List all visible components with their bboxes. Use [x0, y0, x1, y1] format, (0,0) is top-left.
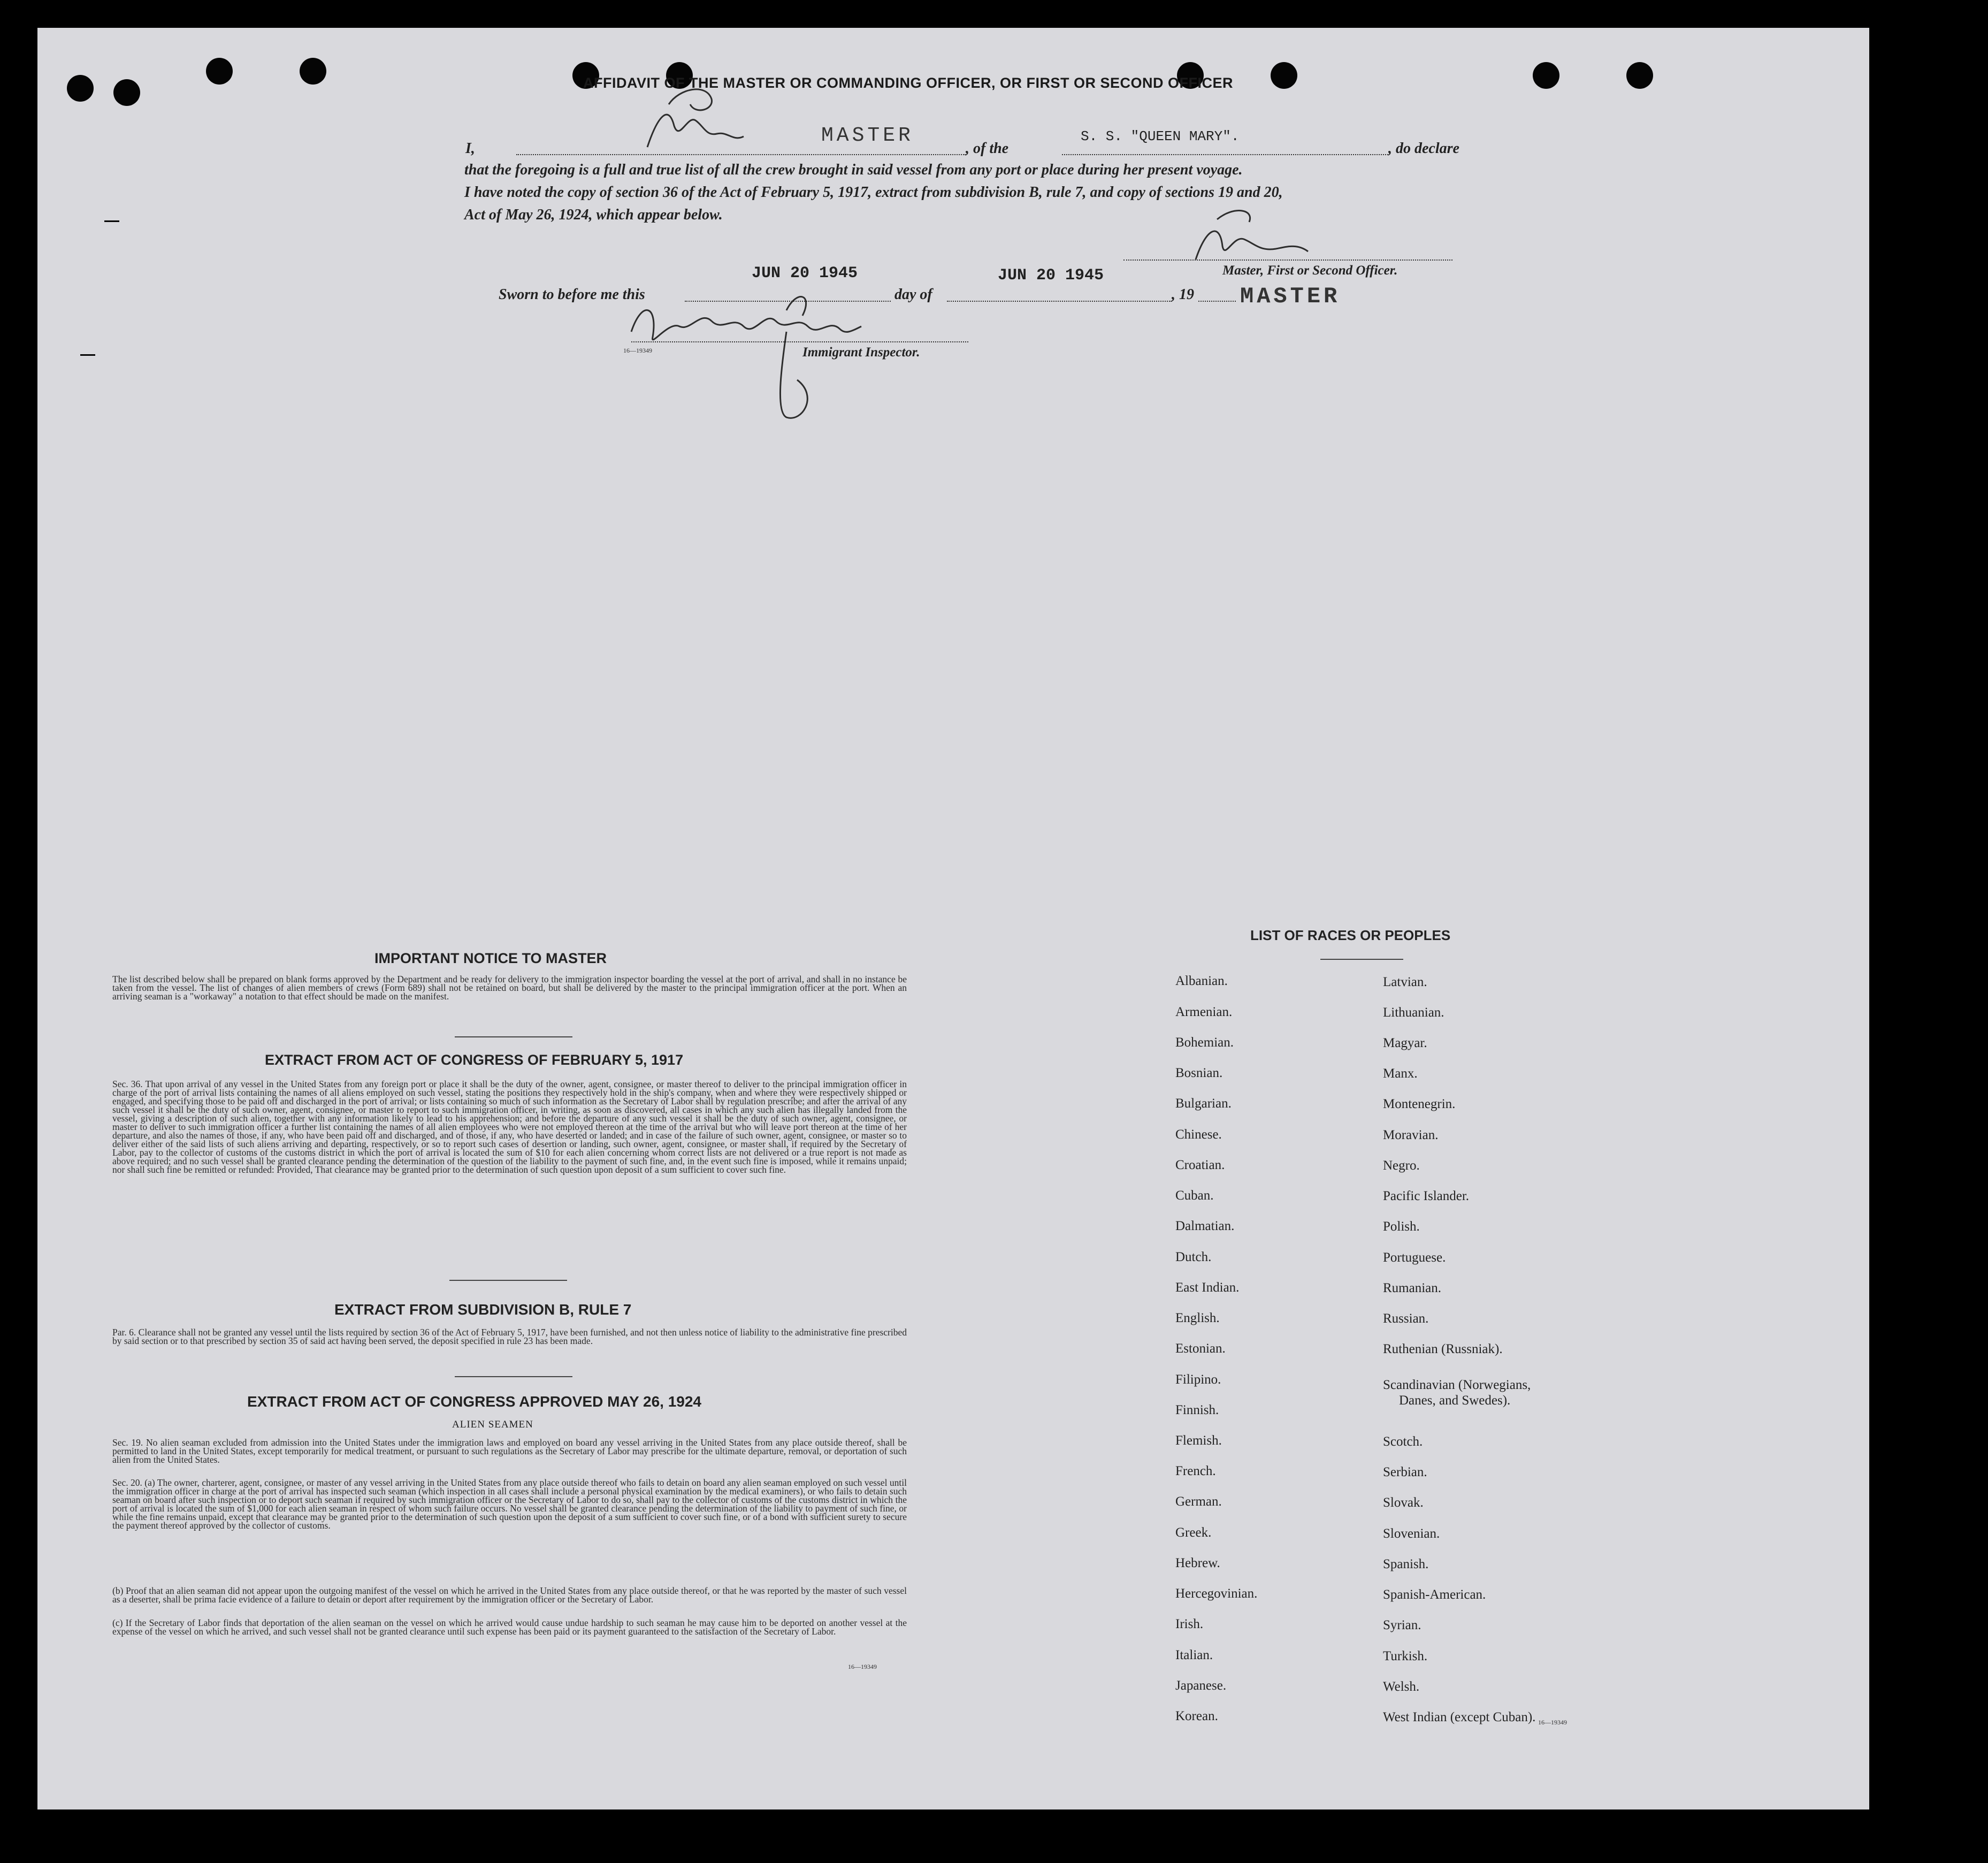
- race-item: Portuguese.: [1383, 1250, 1446, 1265]
- sec20a-text: Sec. 20. (a) The owner, charterer, agent, consignee, or master of any vessel arriving in the United States from any place outside thereof who fails to detain on board any alien seaman employed on such vessel until the immigration officer in charge at the port of arrival has inspected such seaman (which inspection in all cases shall include a personal physical examination by the medical examiners), or who fails to detain such seaman on board after such inspection or to deport such seaman if required by such immigration officer or the Secretary of Labor to do so, shall pay to the collector of customs of the customs district in which the port of arrival is located the sum of $1,000 for each alien seaman in respect of whom such failure occurs. No vessel shall be granted clearance pending the determination of the liability to payment of such fine, or while the fine remains unpaid, except that clearance may be granted prior to the determination of such question upon the deposit of a sum sufficient to cover such fine, or of a bond with sufficient surety to secure the payment thereof approved by the collector of customs.: [112, 1477, 907, 1531]
- race-item: French.: [1175, 1464, 1216, 1478]
- race-item: Negro.: [1383, 1158, 1420, 1173]
- race-item: Armenian.: [1175, 1005, 1233, 1019]
- punch-hole: [113, 79, 140, 106]
- race-item: Korean.: [1175, 1709, 1218, 1723]
- race-item: Turkish.: [1383, 1649, 1428, 1663]
- sec20c-text: (c) If the Secretary of Labor finds that deportation of the alien seaman on the vessel on which he arrived would cause undue hardship to such seaman he may cause him to be deported on another vessel at the expense of the vessel on which he arrived, and such vessel shall not be granted clearance until such expense has been paid or its payment guaranteed to the satisfaction of the Secretary of Labor.: [112, 1617, 907, 1637]
- master-signature: [637, 83, 776, 158]
- declaration-line-2: that the foregoing is a full and true list of all the crew brought in said vessel from any port or place during her present voyage.: [464, 162, 1243, 178]
- race-item: Hebrew.: [1175, 1556, 1220, 1570]
- rule7-text: Par. 6. Clearance shall not be granted any vessel until the lists required by section 36 of the Act of February 5, 1917, have been furnished, and not then unless notice of liability to the administrative fine prescribed by said section or to that prescribed by section 35 of said act having been served, the deposit specified in rule 23 has been made.: [112, 1327, 907, 1346]
- rule7-heading: EXTRACT FROM SUBDIVISION B, RULE 7: [334, 1301, 632, 1318]
- punch-hole: [67, 75, 94, 102]
- sec20b-text: (b) Proof that an alien seaman did not appear upon the outgoing manifest of the vessel on which he arrived in the United States from any place outside thereof, or that he was reported by the master of such vessel as a deserter, shall be prima facie evidence of a failure to detain or deport after requirement by the immigration officer or the Secretary of Labor.: [112, 1585, 907, 1605]
- race-item: Polish.: [1383, 1219, 1420, 1234]
- race-item: Hercegovinian.: [1175, 1586, 1258, 1601]
- master-stamp: MASTER: [821, 124, 914, 147]
- scan-edge-mark: [80, 354, 95, 356]
- of-the-label: , of the: [966, 140, 1009, 157]
- form-number: 16—19349: [848, 1663, 877, 1670]
- sworn-label: Sworn to before me this: [499, 286, 645, 303]
- race-item: Japanese.: [1175, 1678, 1227, 1693]
- race-item: West Indian (except Cuban).: [1383, 1710, 1536, 1724]
- year-label: , 19: [1172, 286, 1194, 303]
- race-item: Rumanian.: [1383, 1281, 1442, 1295]
- race-item: Dutch.: [1175, 1250, 1212, 1264]
- race-item: Spanish.: [1383, 1557, 1429, 1571]
- divider: [455, 1036, 572, 1037]
- race-item: Greek.: [1175, 1525, 1212, 1540]
- inspector-signature-line: [631, 341, 968, 342]
- punch-hole: [1533, 62, 1559, 89]
- day-of-label: day of: [894, 286, 932, 303]
- race-item: Albanian.: [1175, 974, 1228, 988]
- race-item: Manx.: [1383, 1066, 1418, 1081]
- race-item: Magyar.: [1383, 1036, 1427, 1050]
- race-item: Estonian.: [1175, 1341, 1226, 1356]
- race-item: Croatian.: [1175, 1158, 1225, 1172]
- race-item: Slovak.: [1383, 1495, 1424, 1510]
- punch-hole: [1271, 62, 1297, 89]
- race-item: Latvian.: [1383, 975, 1427, 989]
- race-item: Spanish-American.: [1383, 1587, 1486, 1602]
- race-item: Ruthenian (Russniak).: [1383, 1342, 1503, 1356]
- race-item: Bosnian.: [1175, 1066, 1223, 1080]
- races-heading: LIST OF RACES OR PEOPLES: [1250, 927, 1451, 943]
- race-item: Scandinavian (Norwegians,: [1383, 1378, 1531, 1392]
- race-item: Bohemian.: [1175, 1035, 1234, 1050]
- punch-hole: [206, 58, 233, 85]
- declarant-prefix: I,: [465, 140, 475, 157]
- race-item: Cuban.: [1175, 1188, 1214, 1203]
- divider: [455, 1376, 572, 1377]
- race-item: Montenegrin.: [1383, 1097, 1456, 1111]
- vessel-line: [1062, 154, 1388, 155]
- alien-seamen-subheading: ALIEN SEAMEN: [452, 1419, 533, 1430]
- extract-1917-heading: EXTRACT FROM ACT OF CONGRESS OF FEBRUARY 5, 1917: [265, 1052, 684, 1068]
- race-item: Flemish.: [1175, 1433, 1222, 1448]
- race-item: Italian.: [1175, 1648, 1213, 1662]
- document-page: [37, 28, 1869, 1809]
- form-number: 16—19349: [623, 347, 652, 354]
- race-item: East Indian.: [1175, 1280, 1240, 1295]
- race-item: Irish.: [1175, 1617, 1204, 1631]
- date-stamp-2: JUN 20 1945: [998, 266, 1104, 285]
- divider: [1320, 959, 1403, 960]
- sec19-text: Sec. 19. No alien seaman excluded from admission into the United States under the immigration laws and employed on board any vessel arriving in the United States from any place outside thereof, shall be permitted to land in the United States, except temporarily for medical treatment, or pursuant to such regulations as the Secretary of Labor may prescribe for the ultimate departure, removal, or deportation of such alien from the United States.: [112, 1437, 907, 1465]
- punch-hole: [300, 58, 326, 85]
- declaration-line-3: I have noted the copy of section 36 of the Act of February 5, 1917, extract from subdivision B, rule 7, and copy of sections 19 and 20,: [464, 184, 1283, 201]
- date-stamp-1: JUN 20 1945: [752, 264, 858, 282]
- notice-text: The list described below shall be prepared on blank forms approved by the Department and be ready for delivery to the immigration inspector boarding the vessel at the port of arrival, and shall in no instance be taken from the vessel. The list of changes of alien members of crews (Form 689) shall not be retained on board, but shall be delivered by the master to the principal immigration officer at the port. When an arriving seaman is a "workaway" a notation to that effect should be made on the manifest.: [112, 974, 907, 1002]
- race-item: Slovenian.: [1383, 1526, 1440, 1541]
- race-item: Bulgarian.: [1175, 1096, 1232, 1111]
- master-stamp-2: MASTER: [1240, 284, 1341, 309]
- race-item: Pacific Islander.: [1383, 1189, 1470, 1203]
- race-item: Danes, and Swedes).: [1399, 1393, 1511, 1408]
- form-number: 16—19349: [1538, 1719, 1567, 1726]
- act-1924-heading: EXTRACT FROM ACT OF CONGRESS APPROVED MAY 26, 1924: [247, 1393, 701, 1410]
- race-item: Welsh.: [1383, 1679, 1420, 1694]
- race-item: Chinese.: [1175, 1127, 1222, 1142]
- race-item: German.: [1175, 1494, 1222, 1509]
- officer-caption: Master, First or Second Officer.: [1222, 263, 1398, 278]
- affidavit-title: AFFIDAVIT OF THE MASTER OR COMMANDING OFFICER, OR FIRST OR SECOND OFFICER: [583, 75, 1233, 91]
- race-item: Finnish.: [1175, 1403, 1219, 1417]
- punch-hole: [1626, 62, 1653, 89]
- officer-signature-line: [1123, 259, 1452, 261]
- race-item: Moravian.: [1383, 1128, 1439, 1142]
- inspector-caption: Immigrant Inspector.: [802, 345, 920, 360]
- race-item: Dalmatian.: [1175, 1219, 1235, 1233]
- vessel-name: S. S. "QUEEN MARY".: [1081, 128, 1240, 144]
- sworn-year-line: [1198, 301, 1236, 302]
- race-item: Lithuanian.: [1383, 1005, 1444, 1020]
- declaration-line-4: Act of May 26, 1924, which appear below.: [464, 207, 723, 223]
- race-item: Filipino.: [1175, 1372, 1221, 1387]
- race-item: Syrian.: [1383, 1618, 1421, 1632]
- sworn-month-line: [947, 301, 1172, 302]
- race-item: Russian.: [1383, 1311, 1429, 1326]
- extract-1917-text: Sec. 36. That upon arrival of any vessel in the United States from any foreign port or place it shall be the duty of the owner, agent, consignee, or master thereof to deliver to the principal immigration officer in charge of the port of arrival lists containing the names of all aliens employed on such vessel, stating the positions they respectively hold in the ship's company, when and where they were respectively shipped or engaged, and specifying those to be paid off and discharged in the port of arrival; or lists containing so much of such information as the Secretary of Labor shall by regulation prescribe; and after the arrival of any such vessel it shall be the duty of such owner, agent, consignee, or master to report to such immigration officer, in writing, as soon as discovered, all cases in which any such alien has illegally landed from the vessel, giving a description of such alien, together with any information likely to lead to his apprehension; and before the departure of any such vessel it shall be the duty of such owner, agent, consignee, or master to deliver to such immigration officer a further list containing the names of all alien employees who were not employed thereon at the time of the arrival but who will leave port thereon at the time of her departure, and also the names of those, if any, who have been paid off and discharged, and of those, if any, who have deserted or landed; and in case of the failure of such owner, agent, consignee, or master so to deliver either of the said lists of such aliens arriving and departing, respectively, or so to report such cases of desertion or landing, such owner, agent, consignee, or master shall, if required by the Secretary of Labor, pay to the collector of customs of the customs district in which the port of arrival is located the sum of $10 for each alien concerning whom correct lists are not delivered or a true report is not made as above required; and no such vessel shall be granted clearance pending the determination of the question of the liability to the payment of such fine, and, in the event such fine is imposed, while it remains unpaid; nor shall such fine be remitted or refunded: Provided, That clearance may be granted prior to the determination of such question upon deposit of a sum sufficient to cover such fine.: [112, 1079, 907, 1175]
- officer-signature: [1190, 206, 1329, 265]
- divider: [449, 1280, 567, 1281]
- race-item: Serbian.: [1383, 1465, 1427, 1479]
- race-item: Scotch.: [1383, 1434, 1423, 1449]
- notice-heading: IMPORTANT NOTICE TO MASTER: [374, 950, 607, 966]
- do-declare-label: , do declare: [1388, 140, 1459, 157]
- race-item: English.: [1175, 1311, 1220, 1325]
- scan-edge-mark: [104, 220, 119, 222]
